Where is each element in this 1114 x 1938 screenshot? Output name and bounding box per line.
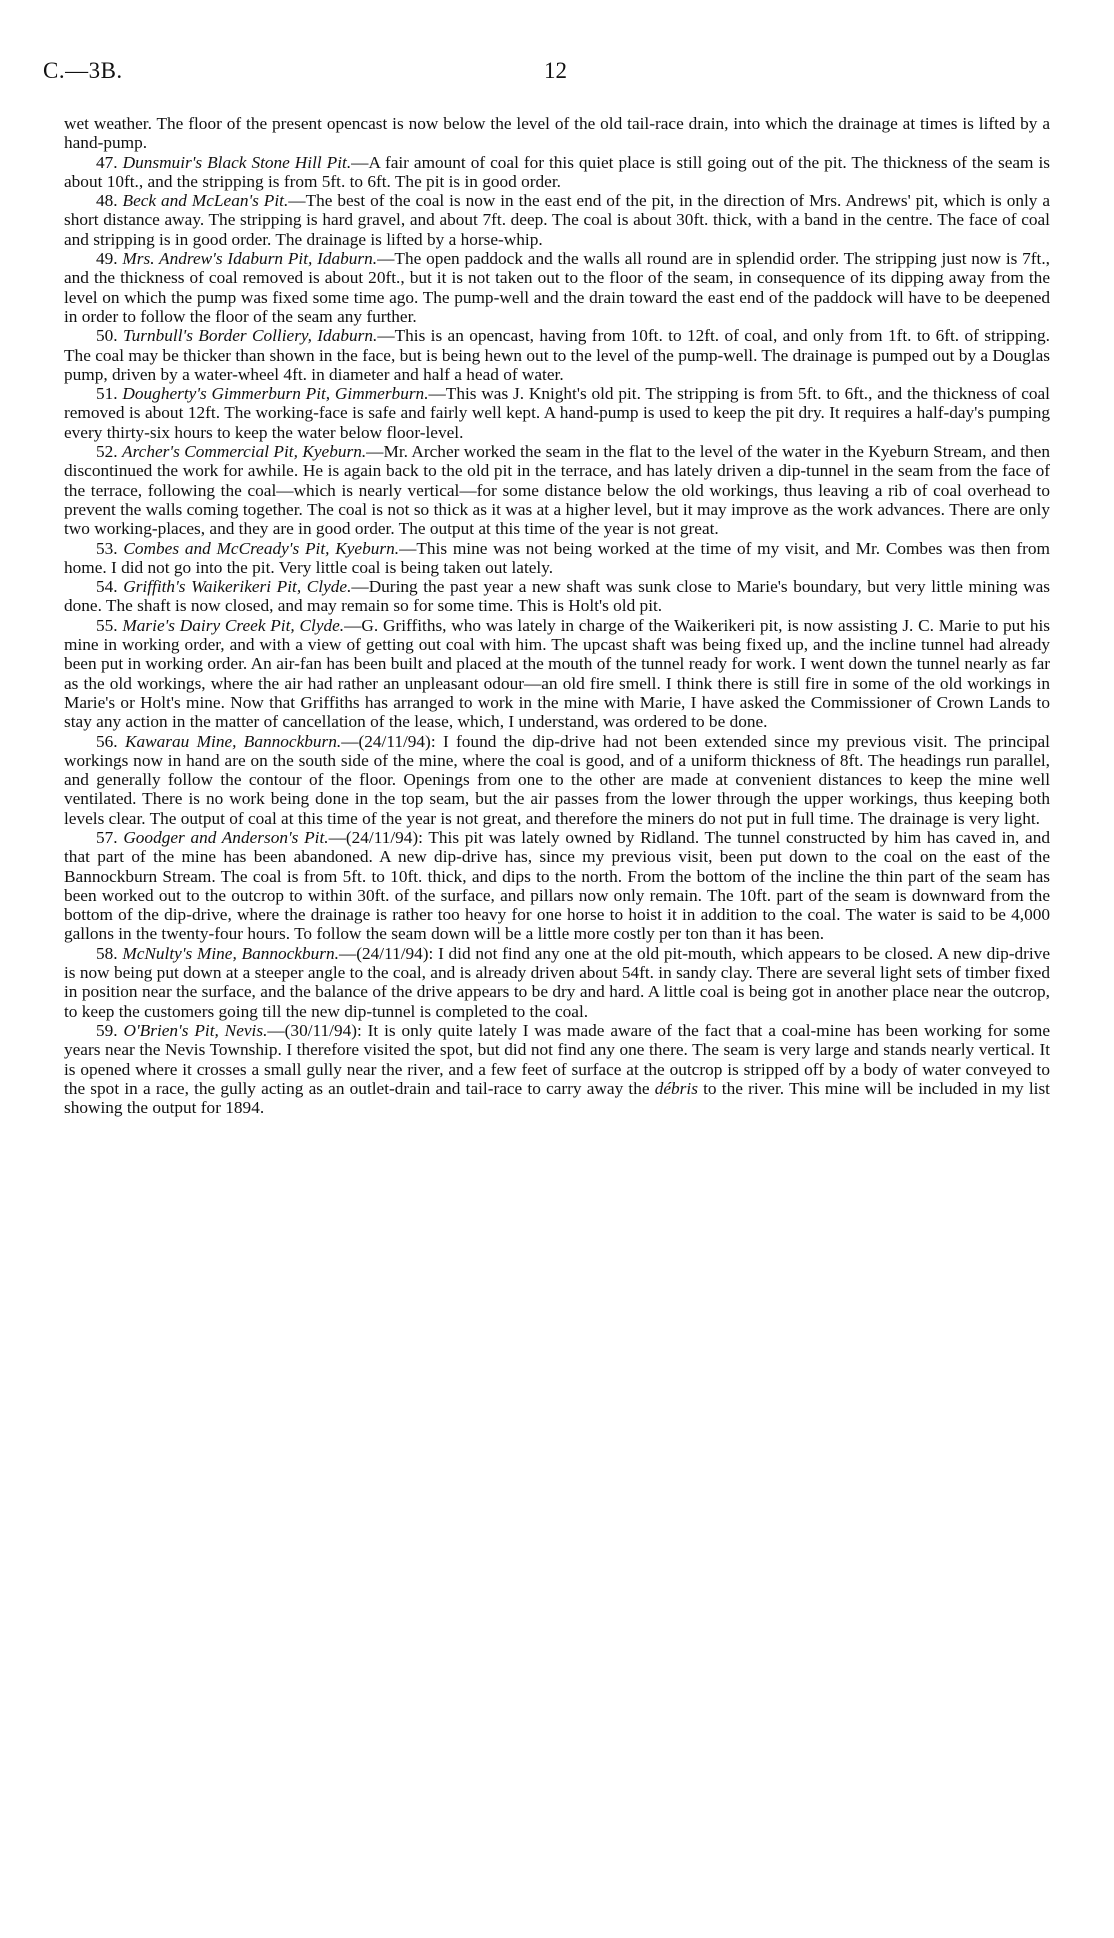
paragraph-47 (64, 153, 1050, 192)
paragraph-51 (64, 384, 1050, 442)
paragraph-number: 57. (96, 827, 118, 847)
paragraph-text: —(24/11/94): I did not find any one at the old pit-mouth, which appears to be closed. A new dip-drive is now being put down at a steeper angle to the coal, and is already driven about 54ft. in sandy clay. There are several light sets of timber fixed in position near the surface, and the balance of the drive appears to be dry and hard. A little coal is being got in another place near the outcrop, to keep the customers going till the new dip-tunnel is completed to the coal. (64, 943, 1050, 1021)
paragraph-number: 54. (96, 577, 118, 597)
paragraph-text: —Mr. Archer worked the seam in the flat to the level of the water in the Kyeburn Stream, and then discontinued the work for awhile. He is again back to the old pit in the terrace, and has lately driven a dip-tunnel in the seam from the face of the terrace, following the coal—which is nearly vertical—for some distance below the old workings, thus leaving a rib of coal overhead to prevent the walls coming together. The coal is not so thick as it was at a higher level, but it may improve as the work advances. There are only two working-places, and they are in good order. The output at this time of the year is not great. (64, 442, 1050, 539)
mine-title: Beck and McLean's Pit. (122, 191, 289, 211)
paragraph-number: 51. (96, 384, 118, 404)
paragraph-number: 53. (96, 538, 118, 558)
page-header (43, 58, 1050, 114)
paragraph-58 (64, 944, 1050, 1021)
paragraph-text: —During the past year a new shaft was sunk close to Marie's boundary, but very little mining was done. The shaft is now closed, and may remain so for some time. This is Holt's old pit. (64, 577, 1050, 616)
paragraph-text: —This is an opencast, having from 10ft. to 12ft. of coal, and only from 1ft. to 6ft. of stripping. The coal may be thicker than shown in the face, but is being hewn out to the level of the pump-well. The drainage is pumped out by a Douglas pump, driven by a water-wheel 4ft. in diameter and half a head of water. (64, 326, 1050, 384)
paragraph-50 (64, 326, 1050, 384)
mine-title: Marie's Dairy Creek Pit, Clyde. (122, 615, 345, 635)
mine-title: Combes and McCready's Pit, Kyeburn. (123, 538, 400, 558)
paragraph-text: —(24/11/94): I found the dip-drive had not been extended since my previous visit. The principal workings now in hand are on the south side of the mine, where the coal is good, and of a uniform thickness of 8ft. The headings run parallel, and generally follow the contour of the floor. Openings from one to the other are made at convenient distances to keep the mine well ventilated. There is no work being done in the top seam, but the air passes from the lower through the upper workings, thus keeping both levels clear. The output of coal at this time of the year is not great, and therefore the miners do not put in full time. The drainage is very light. (64, 731, 1050, 828)
paragraph-text: —The open paddock and the walls all round are in splendid order. The stripping just now is 7ft., and the thickness of coal removed is about 20ft., but it is not taken out to the floor of the seam, in consequence of its dipping away from the level on which the pump was fixed some time ago. The pump-well and the drain toward the east end of the paddock will have to be deepened in order to follow the floor of the seam any further. (64, 249, 1050, 326)
mine-title: Griffith's Waikerikeri Pit, Clyde. (123, 577, 352, 597)
paragraph-59 (64, 1021, 1050, 1117)
paragraph-number: 56. (96, 731, 118, 751)
paragraph-text: —(30/11/94): It is only quite lately I was made aware of the fact that a coal-mine has been working for some years near the Nevis Township. I therefore visited the spot, but did not find any one there. The seam is very large and stands nearly vertical. It is opened where it crosses a small gully near the river, and a few feet of surface at the outcrop is stripped off by a body of water conveyed to the spot in a race, the gully acting as an outlet-drain and tail-race to carry away the (64, 1020, 1051, 1098)
mine-title: Kawarau Mine, Bannockburn. (124, 731, 342, 751)
report-body (64, 114, 1050, 1117)
paragraph-53 (64, 539, 1050, 578)
italic-word: débris (654, 1078, 698, 1098)
report-reference: C.—3B. (43, 58, 123, 83)
paragraph-text: —A fair amount of coal for this quiet place is still going out of the pit. The thickness of the seam is about 10ft., and the stripping is from 5ft. to 6ft. The pit is in good order. (64, 152, 1050, 191)
paragraph-number: 48. (96, 191, 118, 211)
paragraph-52 (64, 442, 1050, 538)
paragraph-text: —This was J. Knight's old pit. The stripping is from 5ft. to 6ft., and the thickness of coal removed is about 12ft. The working-face is safe and fairly well kept. A hand-pump is used to keep the pit dry. It requires a half-day's pumping every thirty-six hours to keep the water below floor-level. (64, 384, 1050, 442)
paragraph-number: 49. (96, 249, 118, 269)
paragraph-number: 47. (96, 152, 118, 172)
paragraph-56 (64, 732, 1050, 828)
page-number: 12 (544, 58, 567, 83)
paragraph-49 (64, 249, 1050, 326)
paragraph-number: 55. (96, 615, 118, 635)
paragraph-text: —This mine was not being worked at the time of my visit, and Mr. Combes was then from home. I did not go into the pit. Very little coal is being taken out lately. (64, 538, 1050, 577)
paragraph-number: 58. (96, 943, 118, 963)
paragraph-55 (64, 616, 1050, 732)
paragraph-48 (64, 191, 1050, 249)
continued-paragraph: wet weather. The floor of the present opencast is now below the level of the old tail-race drain, into which the drainage at times is lifted by a hand-pump. (64, 114, 1050, 153)
mine-title: Archer's Commercial Pit, Kyeburn. (122, 442, 367, 462)
mine-title: McNulty's Mine, Bannockburn. (122, 943, 339, 963)
paragraph-text-tail: to the river. This mine will be included in my list showing the output for 1894. (64, 1078, 1050, 1118)
page (43, 58, 1051, 1118)
paragraph-54 (64, 577, 1050, 616)
mine-title: Turnbull's Border Colliery, Idaburn. (122, 326, 378, 346)
mine-title: O'Brien's Pit, Nevis. (123, 1020, 268, 1040)
paragraph-number: 52. (96, 442, 118, 462)
paragraph-text: —G. Griffiths, who was lately in charge of the Waikerikeri pit, is now assisting J. C. Marie to put his mine in working order, and with a view of getting out coal with him. The upcast shaft was being fixed up, and the incline tunnel had already been put in working order. An air-fan has been built and placed at the mouth of the tunnel ready for work. I went down the tunnel nearly as far as the old workings, where the air had rather an unpleasant odour—an old fire smell. I think there is still fire in some of the old workings in Marie's or Holt's mine. Now that Griffiths has arranged to work in the mine with Marie, I have asked the Commissioner of Crown Lands to stay any action in the matter of cancellation of the lease, which, I understand, was ordered to be done. (64, 615, 1050, 732)
mine-title: Dunsmuir's Black Stone Hill Pit. (122, 152, 352, 172)
mine-title: Mrs. Andrew's Idaburn Pit, Idaburn. (122, 249, 378, 269)
paragraph-number: 50. (96, 326, 118, 346)
paragraph-number: 59. (96, 1020, 118, 1040)
paragraph-text: —(24/11/94): This pit was lately owned by Ridland. The tunnel constructed by him has caved in, and that part of the mine has been abandoned. A new dip-drive has, since my previous visit, been put down to the coal on the east of the Bannockburn Stream. The coal is from 5ft. to 10ft. thick, and dips to the north. From the bottom of the incline the thin part of the seam has been worked out to the outcrop to within 30ft. of the surface, and pillars now only remain. The 10ft. part of the seam is downward from the bottom of the dip-drive, where the drainage is rather too heavy for one horse to hoist it in addition to the coal. The water is said to be 4,000 gallons in the twenty-four hours. To follow the seam down will be a little more costly per ton than it has been. (64, 827, 1050, 944)
mine-title: Dougherty's Gimmerburn Pit, Gimmerburn. (122, 384, 429, 404)
paragraph-57 (64, 828, 1050, 944)
paragraph-text: —The best of the coal is now in the east end of the pit, in the direction of Mrs. Andrews' pit, which is only a short distance away. The stripping is hard gravel, and about 7ft. deep. The coal is about 30ft. thick, with a band in the centre. The face of coal and stripping is in good order. The drainage is lifted by a horse-whip. (64, 191, 1051, 249)
mine-title: Goodger and Anderson's Pit. (123, 827, 329, 847)
